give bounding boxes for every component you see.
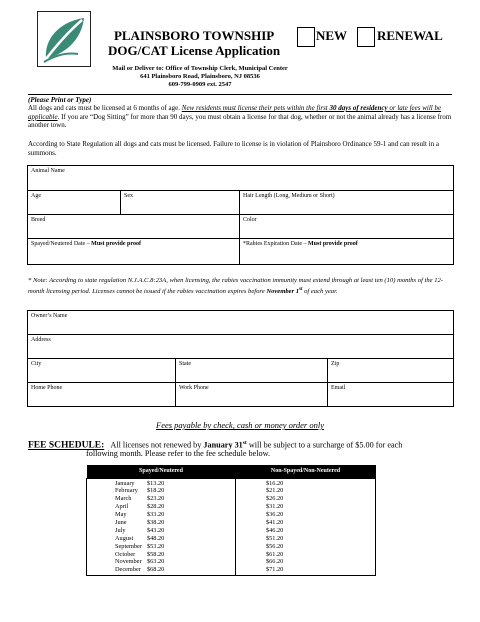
- spayed-date-label: Spayed/Neutered Date –: [31, 241, 92, 247]
- mailing-address: [100, 65, 300, 89]
- fee-spayed-value: $68.20: [147, 566, 165, 574]
- breed-label: Breed: [31, 217, 46, 223]
- spayed-date-field[interactable]: [28, 239, 240, 265]
- zip-field[interactable]: [328, 359, 454, 383]
- fee-schedule-label: FEE SCHEDULE:: [28, 440, 105, 451]
- sex-label: Sex: [124, 193, 133, 199]
- fee-spayed-value: $48.20: [147, 534, 165, 542]
- fee-month: May: [115, 511, 127, 519]
- owner-name-field[interactable]: [28, 311, 454, 335]
- intro-text-b: New residents must license their pets within the first: [181, 104, 330, 112]
- fee-non-spayed-value: $51.20: [266, 534, 284, 542]
- fee-row-spayed: [115, 535, 235, 543]
- new-checkbox[interactable]: [297, 27, 315, 47]
- note-text-a: * Note: According to state regulation N.J.A.C.8:23A, when licensing, the rabies vaccination immunity must extend through at least ten (10) months of the 12-month licensing period. Licenses cannot be issued if the rabies vaccination expires before: [28, 277, 444, 296]
- township-logo: [37, 11, 91, 67]
- fee-month: February: [115, 487, 138, 495]
- fee-non-spayed-value: $31.20: [266, 503, 284, 511]
- renewal-label: RENEWAL: [377, 28, 443, 43]
- intro-text-e: . If you are “Dog Sitting” for more than 90 days, you must obtain a license for that dog, whether or not the animal already has a license from another town.: [28, 112, 452, 130]
- fee-row-spayed: [115, 551, 235, 559]
- intro-text-a: All dogs and cats must be licensed at 6 months of age.: [28, 104, 182, 112]
- address-field[interactable]: [28, 335, 454, 359]
- fee-spayed-value: $58.20: [147, 550, 165, 558]
- address-label: Address: [31, 337, 51, 343]
- col-spayed: Spayed/Neutered: [87, 465, 236, 478]
- leaf-icon: [38, 12, 90, 66]
- spayed-rows: [115, 480, 235, 575]
- state-label: State: [179, 361, 191, 367]
- non-spayed-rows: [266, 480, 375, 575]
- fee-non-spayed-value: $36.20: [266, 511, 284, 519]
- rabies-date-label: *Rabies Expiration Date –: [243, 241, 308, 247]
- color-field[interactable]: [240, 215, 454, 239]
- fee-row-spayed: [115, 495, 235, 503]
- breed-field[interactable]: [28, 215, 240, 239]
- sex-field[interactable]: [121, 191, 240, 215]
- fee-non-spayed-value: $26.20: [266, 495, 284, 503]
- fee-row-spayed: [115, 480, 235, 488]
- fee-month: August: [115, 534, 134, 542]
- fee-row-spayed: [115, 558, 235, 566]
- fee-row-spayed: [115, 519, 235, 527]
- fee-row-spayed: [115, 543, 235, 551]
- fee-month: September: [115, 542, 142, 550]
- age-field[interactable]: [28, 191, 121, 215]
- fee-month: June: [115, 518, 127, 526]
- fee-spayed-value: $43.20: [147, 526, 165, 534]
- phone-line: 609-799-0909 ext. 2547: [168, 81, 232, 88]
- email-label: Email: [331, 385, 346, 391]
- fee-text-d: following month. Please refer to the fee schedule below.: [86, 449, 271, 458]
- non-spayed-column: [236, 478, 376, 576]
- fee-non-spayed-value: $41.20: [266, 518, 284, 526]
- fee-text-b: January 31: [203, 440, 243, 450]
- color-label: Color: [243, 217, 257, 223]
- fee-non-spayed-value: $61.20: [266, 550, 284, 558]
- fee-month: April: [115, 503, 129, 511]
- fee-row-spayed: [115, 566, 235, 574]
- fee-non-spayed-value: $46.20: [266, 526, 284, 534]
- note-sup: st: [299, 287, 303, 292]
- animal-info-table: [27, 165, 454, 265]
- fee-non-spayed-value: $71.20: [266, 566, 284, 574]
- home-phone-field[interactable]: [28, 383, 176, 407]
- page-title: [108, 28, 280, 58]
- fee-spayed-value: $63.20: [147, 558, 165, 566]
- owner-info-table: [27, 310, 454, 407]
- fee-spayed-value: $28.20: [147, 503, 165, 511]
- city-field[interactable]: [28, 359, 176, 383]
- intro-paragraph-2: According to State Regulation all dogs and cats must be licensed. Failure to license is in violation of Plainsboro Ordinance 59-1 and can result in a summons.: [28, 140, 439, 157]
- intro-paragraph-1: [28, 104, 452, 130]
- street-address: 641 Plainsboro Road, Plainsboro, NJ 08536: [140, 73, 260, 80]
- fee-text-a: All licenses not renewed by: [110, 440, 204, 450]
- rabies-proof-label: Must provide proof: [307, 241, 358, 247]
- fee-row-spayed: [115, 511, 235, 519]
- fee-spayed-value: $23.20: [147, 495, 165, 503]
- fee-row-spayed: [115, 503, 235, 511]
- fee-month: December: [115, 566, 141, 574]
- fee-sup: st: [242, 440, 247, 446]
- fee-spayed-value: $18.20: [147, 487, 165, 495]
- fee-month: October: [115, 550, 136, 558]
- work-phone-field[interactable]: [176, 383, 328, 407]
- zip-label: Zip: [331, 361, 340, 367]
- fee-table: [86, 465, 376, 576]
- col-non-spayed: Non-Spayed/Non-Neutered: [236, 465, 376, 478]
- fee-text-c: will be subject to a surcharge of $5.00 for each: [246, 440, 403, 450]
- city-label: City: [31, 361, 42, 367]
- fee-spayed-value: $38.20: [147, 518, 165, 526]
- header-divider: [28, 94, 452, 95]
- hair-length-field[interactable]: [240, 191, 454, 215]
- animal-name-label: Animal Name: [31, 168, 65, 174]
- email-field[interactable]: [328, 383, 454, 407]
- fee-month: July: [115, 526, 126, 534]
- work-phone-label: Work Phone: [179, 385, 209, 391]
- fee-row-spayed: [115, 527, 235, 535]
- hair-length-label: Hair Length (Long, Medium or Short): [243, 193, 335, 199]
- intro-text-c: 30 days of residency: [329, 104, 388, 112]
- home-phone-label: Home Phone: [31, 385, 63, 391]
- note-text-c: of each year.: [302, 288, 338, 296]
- fee-non-spayed-value: $56.20: [266, 542, 284, 550]
- rabies-note: [28, 276, 452, 296]
- fee-spayed-value: $13.20: [147, 479, 165, 487]
- state-field[interactable]: [176, 359, 328, 383]
- mail-line: Mail or Deliver to: Office of Township Clerk, Municipal Center: [112, 65, 288, 72]
- fee-spayed-value: $53.20: [147, 542, 165, 550]
- fee-month: January: [115, 479, 135, 487]
- age-label: Age: [31, 193, 41, 199]
- fees-payable-note: Fees payable by check, cash or money order only: [156, 420, 324, 430]
- print-note: (Please Print or Type): [28, 96, 92, 104]
- fee-non-spayed-value: $16.20: [266, 479, 284, 487]
- new-label: NEW: [316, 28, 348, 43]
- note-text-b: November 1: [266, 288, 300, 296]
- spayed-column: [87, 478, 236, 576]
- fee-row-spayed: [115, 487, 235, 495]
- spayed-proof-label: Must provide proof: [91, 241, 141, 247]
- title-township: PLAINSBORO TOWNSHIP: [113, 28, 275, 43]
- animal-name-field[interactable]: [28, 166, 454, 191]
- fee-month: November: [115, 558, 142, 566]
- renewal-checkbox[interactable]: [357, 27, 375, 47]
- fee-non-spayed-value: $66.20: [266, 558, 284, 566]
- fee-spayed-value: $33.20: [147, 511, 165, 519]
- rabies-date-field[interactable]: [240, 239, 454, 265]
- intro-text-d: or late fees will be applicable: [28, 104, 442, 121]
- title-application: DOG/CAT License Application: [108, 43, 281, 58]
- fee-non-spayed-value: $21.20: [266, 487, 284, 495]
- fee-month: March: [115, 495, 132, 503]
- owner-name-label: Owner’s Name: [31, 313, 68, 319]
